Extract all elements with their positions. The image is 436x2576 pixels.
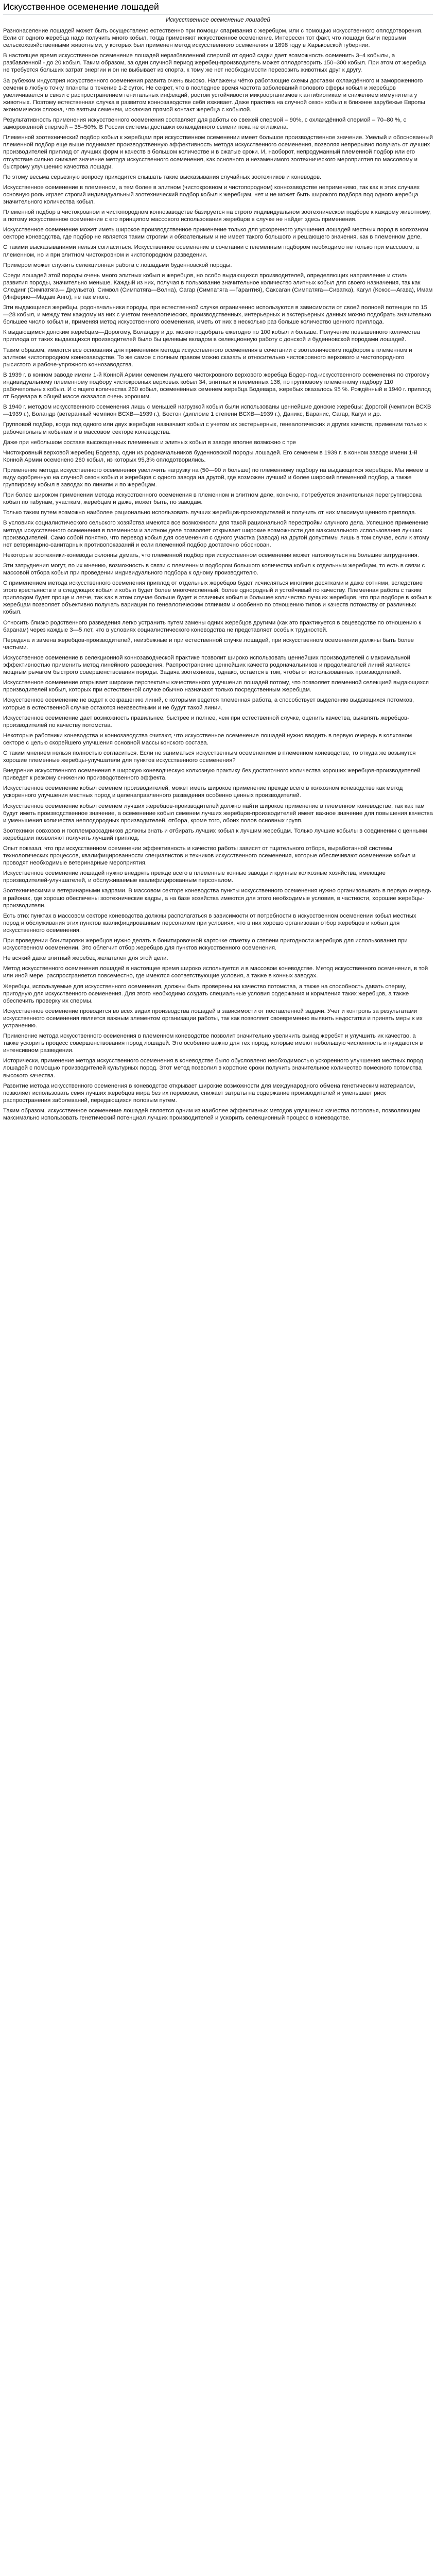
article-paragraph: По этому весьма серьезную вопросу приходится слышать такие высказывания случайных зоотехников и коневодов.: [3, 174, 322, 180]
article-paragraph: При проведении бонитировки жеребцов нужно делать в бонитировочной карточке отметку о степени пригодности жеребцов для использования при искусственном осеменении. Это облегчит отбор жеребцов для пунктов искусственного осеменения.: [3, 938, 408, 952]
article-paragraph: Племенной подбор в чистокровном и чистопородном коннозаводстве базируется на строго индивидуальном зоотехническом подборе к каждому животному, а потому искусственное осеменение с его принципом массового использования жеребцов в случке не найдет здесь применения.: [3, 209, 431, 223]
article-paragraph: За рубежом индустрия искусственного осеменения развита очень высоко. Налажены чётко работающие схемы доставки охлаждённого и замороженного семени в любую точку планеты в течение 1-2 суток. Не секрет, что в последнее время частота заболеваний полового сферы кобыл и жеребцов увеличивается в связи с распространением генитальных инфекций, ростом устойчивости микроорганизмов к антибиотикам и снижением иммунитета у животных. Поэтому естественная случка в развитом коннозаводстве себя изживает. Даже практика на случной сезон кобыл в ближнее зарубежье Европы экономически сложна, что взятым семенем, исключая прямой контакт жеребца с кобылой.: [3, 77, 425, 113]
article-paragraph: Чистокровный верховой жеребец Бодевар, один из родоначальников буденновской породы лошадей. Его семенем в 1939 г. в конном заводе имени 1-й Конной Армии осеменено 260 кобыл, из которых 95,3% оплодотворились.: [3, 449, 417, 463]
article-paragraph: Искусственное осеменение в племенном, а тем более в элитном (чистокровном и чистопородном) коннозаводстве неприменимо, так как в этих случаях основную роль играет строгий индивидуальный зоотехнический подбор кобыл к жеребцам, нет и не может быть широкого подбора под одного жеребца значительного количества кобыл.: [3, 184, 420, 205]
article-paragraph: С такими высказываниями нельзя согласиться. Искусственное осеменение в сочетании с племенным подбором необходимо не только при массовом, а племенном, но и при элитном чистокровном и чистопородном разведении.: [3, 244, 419, 258]
article-paragraph: Применение метода искусственного осеменения в племенном коневодстве позволит значительно увеличить выход жеребят и улучшить их качество, а также ускорить процесс совершенствования пород лошадей. Это особенно важно для тех пород, которые имеют небольшую численность и нуждаются в интенсивном разведении.: [3, 1033, 423, 1054]
article-paragraph: Искусственное осеменение в селекционной коннозаводческой практике позволит широко использовать ценнейших производителей с максимальной эффективностью применить метод линейного разведения. Распространение ценнейших качеств родоначальников и продолжателей линий является мощным рычагом быстрого совершенствования породы. Задача зоотехников, однако, остается в том, чтобы от использованных производителей.: [3, 654, 411, 676]
article-paragraph: С таким мнением нельзя полностью согласиться. Если не заниматься искусственным осеменением в племенном коневодстве, то откуда же возьмутся хорошие племенные жеребцы-улучшатели для пунктов искусственного осеменения?: [3, 750, 416, 764]
article-paragraph: Искусственное осеменение дает возможность правильнее, быстрее и полнее, чем при естественной случке, оценить качества, выявлять жеребцов-производителей по качеству потомства.: [3, 715, 409, 728]
article-paragraph: Относить близко родственного разведения легко устранить путем замены одних жеребцов другими (как это практикуется в овцеводстве по отношению к баранам) через каждые 3—5 лет, что в условиях социалистического коневодства не представляет особых трудностей.: [3, 619, 422, 633]
article-paragraph: Некоторые зоотехники-коневоды склонны думать, что племенной подбор при искусственном осеменении может натолкнуться на большие затруднения.: [3, 552, 419, 558]
article-paragraph: Искусственное осеменение проводится во всех видах производства лошадей в зависимости от поставленной задачи. Учет и контроль за результатами искусственного осеменения является важным элементом организации работы, так как позволяет своевременно выявить недостатки и принять меры к их устранению.: [3, 1008, 423, 1029]
article-paragraph: Некоторые работники коневодства и коннозаводства считают, что искусственное осеменение лошадей нужно вводить в первую очередь в колхозном секторе с целью скорейшего улучшения основной массы конского состава.: [3, 732, 412, 746]
article-paragraph: Примером может служить селекционная работа с лошадьми буденновской породы.: [3, 262, 232, 268]
article-paragraph: Зоотехническими и ветеринарными кадрами. В массовом секторе коневодства пункты искусственного осеменения нужно организовывать в первую очередь в районах, где хорошо обеспечены зоотехнические кадры, а на базе хозяйства имеются для этого необходимые условия, в частности, хорошие жеребцы-производители.: [3, 888, 431, 909]
article-paragraph: Опыт показал, что при искусственном осеменении эффективность и качество работы зависят от тщательного отбора, выработанной системы технологических процессов, квалифицированности специалистов и техников искусственного осеменения, которые обеспечивают осеменение кобыл и проводят необходимые ветеринарные мероприятия.: [3, 845, 416, 867]
article-paragraph: В настоящее время искусственное осеменение лошадей неразбавленной спермой от одной садки дает возможность осеменить 3–4 кобылы, а разбавленной - до 20 кобыл. Таким образом, за один случной период жеребец-производитель может оплодотворить 150–300 кобыл. При этом от жеребца не требуется больших затрат энергии и он не выбывает из спорта, к тому же нет необходимости перевозить животных друг к другу.: [3, 53, 426, 74]
article-paragraph: Искусственное осеменение не ведет к сокращению линий, с которыми ведется племенная работа, а способствует выделению выдающихся потомков, которые в естественной случке остаются неизвестными и не будут такой линии.: [3, 697, 414, 711]
article: [0, 0, 435, 1122]
article-paragraph: Групповой подбор, когда под одного или двух жеребцов назначают кобыл с учетом их экстерьерных, генеалогических и других качеств, применим только к рабочепольным кобылам и в массовом секторе коневодства.: [3, 421, 427, 435]
article-paragraph: Жеребцы, используемые для искусственного осеменения, должны быть проверены на качество потомства, а также на способность давать сперму, пригодную для искусственного осеменения. Для этого необходимо создать специальные условия содержания и кормления таких жеребцов, а также обеспечить проверку их спермы.: [3, 983, 409, 1004]
article-paragraph: Искусственное осеменение лошадей нужно внедрять прежде всего в племенные конные заводы и крупные колхозные хозяйства, имеющие производителей-улучшателей, и обслуживаемые квалифицированным персоналом.: [3, 870, 386, 884]
article-paragraph: Искусственное осеменение открывает широкие перспективы качественного улучшения лошадей потому, что позволяет племенной селекцией выдающихся производителей кобыл, которых при естественной случке обычно назначают только посредственным жеребцам.: [3, 680, 429, 693]
article-paragraph: Внедрение искусственного осеменения в широкую коневодческую колхозную практику без достаточного количества хороших жеребцов-производителей приведет к резкому снижению производственного эффекта.: [3, 768, 421, 782]
article-paragraph: Эти затруднения могут, по их мнению, возможность в связи с племенным подбором большого количества кобыл к отдельным жеребцам, то есть в связи с массовой отбора кобыл при проведении индивидуального подбора к одному производителю.: [3, 562, 425, 576]
article-paragraph: Искусственное осеменение кобыл семенем лучших жеребцов-производителей должно найти широкое применение в племенном коневодстве, так как там будут иметь производственное значение, а осеменение кобыл семенем лучших жеребцов-производителей имеет важное значение для повышения качества и уменьшения количества неплодородных производителей, отбора, кроме того, обоих полов основных групп.: [3, 803, 433, 824]
article-paragraph: Есть этих пунктах в массовом секторе коневодства должны располагаться в зависимости от потребности в искусственном осеменении кобыл местных пород и обслуживания этих пунктов квалифицированным персоналом при условиях, что в них хорошо организован отбор жеребцов и кобыл для искусственного осеменения.: [3, 912, 416, 934]
article-paragraph: При более широком применении метода искусственного осеменения в племенном и элитном деле, конечно, потребуется значительная перегруппировка кобыл по табунам, участкам, жеребцам и даже, может быть, по заводам.: [3, 492, 422, 506]
article-paragraph: Метод искусственного осеменения лошадей в настоящее время широко используется и в массовом коневодстве. Метод искусственного осеменения, в той или иной мере, распространяется повсеместно, где имеются соответствующие условия, а также в конных заводах.: [3, 965, 428, 979]
article-paragraph: Племенной зоотехнический подбор кобыл к жеребцам при искусственном осеменении имеет большое производственное значение. Умелый и обоснованный племенной подбор еще выше поднимает производственную эффективность метода искусственного осеменения, позволяя непрерывно получать от лучших производителей приплод от лучших форм и качеств в большом количестве и в сжатые сроки. И, наоборот, непродуманный племенной подбор или его отсутствие сильно снижает значение метода искусственного осеменения, как основного и незаменимого зоотехнического мероприятия по массовому и быстрому улучшению качества лошади.: [3, 134, 433, 170]
article-paragraph: Искусственное осеменение кобыл семенем производителей, может иметь широкое применение прежде всего в колхозном коневодстве как метод ускоренного улучшения местных пород и целенаправленного разведения особенно ценных производителей.: [3, 785, 403, 799]
article-body: [3, 27, 433, 1122]
article-paragraph: К выдающимся донским жеребцам—Дорогому, Боландру и др. можно подобрать ежегодно по 100 кобыл и больше. Получение повышенного количества приплода от таких выдающихся производителей было бы целевым вкладом в селекционную работу с донской и буденновской породами лошадей.: [3, 329, 420, 343]
article-paragraph: Искусственное осеменение может иметь широкое производственное применение только для ускоренного улучшения лошадей местных пород в колхозном секторе коневодства, где подбор не является таким строгим и обязательным и не имеет такого большого и решающего значения, как в племенном деле.: [3, 227, 428, 241]
article-paragraph: В 1939 г. в конном заводе имени 1-й Конной Армии семенем лучшего чистокровного верхового жеребца Бодер-под-искусственного осеменения по строгому индивидуальному племенному подбору чистокровных верховых кобыл 34, элитных и племенных 136, по групповому племенному подбору 110 рабочепольных кобыл. И с ящего количества 260 кобыл, осеменённых семенем жеребца Бодевара, жеребых оказалось 95 %. Рождённый в 1940 г. приплод от Бодевара в общей массе оказался очень хорошим.: [3, 371, 431, 400]
article-paragraph: Применение метода искусственного осеменения увеличить нагрузку на (50—90 и больше) по племенному подбору на выдающихся жеребцов. Мы имеем в виду одобренную на случной сезон кобыл и жеребцов с одного завода на другой, где возможен лучший и более широкий племенной подбор, а также группировку кобыл в заводах по линиям и по жеребцам.: [3, 467, 429, 488]
page-title: Искусственное осеменение лошадей: [3, 0, 433, 14]
article-subtitle: Искусственное осеменение лошадей: [166, 17, 270, 23]
article-paragraph: Среди лошадей этой породы очень много элитных кобыл и жеребцов, но особо выдающихся производителей, определяющих направление и стиль развития породы, значительно меньше. Каждый из них, получая в пользование значительное количество элитных кобыл для своего назначения, так как Слединг (Симпатяга— Джульета), Символ (Симпатяга—Волна), Сагар (Симпатяга —Гарантия), Саксаган (Симпатяга—Сиватка), Кагул (Кокос—Агава), Имам (Инферно—Мадам Анго), не так много.: [3, 272, 433, 300]
article-paragraph: Результативность применения искусственного осеменения составляет для работы со свежей спермой – 90%, с охлаждённой спермой – 70–80 %, с замороженной спермой – 35–50%. В России системы доставки охлаждённого семени пока не отлажена.: [3, 117, 407, 131]
article-paragraph: Эти выдающиеся жеребцы, родоначальники породы, при естественной случке ограниченно используются в зависимости от своей полноей потенции по 15—28 кобыл, и между тем каждому из них с учетом генеалогических, производственных, интерьерных и экстерьерных данных можно подобрать значительно большее число кобыл и, применяя метод искусственного осеменения, иметь от них в несколько раз больше количество ценного приплода.: [3, 304, 431, 326]
article-paragraph: Таким образом, искусственное осеменение лошадей является одним из наиболее эффективных методов улучшения качества поголовья, позволяющим максимально использовать генетический потенциал лучших производителей и ускорить селекционный процесс в коневодстве.: [3, 1107, 421, 1121]
article-paragraph: Не всякий даже элитный жеребец желателен для этой цели.: [3, 955, 168, 962]
article-paragraph: С применением метода искусственного осеменения приплод от отдельных жеребцов будет исчисляться многими десятками и даже сотнями, вследствие этого крестьянств и в следующих кобыл и кобыл будет более многочисленный, более однородный и устойчивый по качеству. Племенная работа с таким приплодом будет проще и легче, так как в этом случае больше будет и отличных кобыл и большее количество лучших жеребцов, что при подборе в кобыл к жеребцам позволяет объективно получать вариации по генеалогическим отличиям и особенно по отношению типов и качеств потомству от различных кобыл.: [3, 580, 432, 616]
article-paragraph: Только таким путем возможно наиболее рационально использовать лучших жеребцов-производителей и получить от них максимум ценного приплода.: [3, 510, 416, 516]
article-paragraph: Разнонаселение лошадей может быть осуществлено естественно при помощи спаривания с жеребцом, или с помощью искусственного оплодотворения. Если от одного жеребца надо получить много кобыл, тогда применяют искусственное осеменение. Интересен тот факт, что лошади были первыми сельскохозяйственными животными, у которых был применен метод искусственного осеменения в 1898 году в Харьковской губернии.: [3, 28, 423, 49]
article-paragraph: В условиях социалистического сельского хозяйства имеются все возможности для такой рациональной перестройки случного дела. Успешное применение метода искусственного осеменения в племенном и элитном деле позволяет открывает широкие возможности для максимального использования лучших производителей. Само собой понятно, что перевод кобыл для осеменения с одного участка (завода) на другой допустимы лишь в том случае, если к этому нет ветеринарно-санитарных противопоказаний и если племенной подбор достаточно обоснован.: [3, 520, 429, 548]
article-paragraph: Таким образом, имеются все основания для применения метода искусственного осеменения в сочетании с зоотехническим подбором в племенном и элитном чистопородном коннозаводстве. То же самое с полным правом можно сказать и относительно чистокровного верхового и чистопородного рысистого и рабоче-упряжного коннозаводства.: [3, 347, 412, 368]
article-paragraph: Зоотехники совхозов и госплемрассадников должны знать и отбирать лучших кобыл к лучшим жеребцам. Только лучшие кобылы в соединении с ценными жеребцами позволяют получить лучший приплод.: [3, 827, 427, 841]
article-paragraph: Исторически, применение метода искусственного осеменения в коневодстве было обусловлено необходимостью ускоренного улучшения местных пород лошадей с помощью производителей культурных пород. Этот метод позволил в короткие сроки получить значительное количество помесного потомства высокого качества.: [3, 1058, 423, 1079]
article-paragraph: Развитие метода искусственного осеменения в коневодстве открывает широкие возможности для международного обмена генетическим материалом, позволяет использовать семя лучших жеребцов мира без их перевозки, снижает затраты на содержание производителей и уменьшает риск распространения заболеваний, передающихся половым путем.: [3, 1082, 415, 1104]
article-paragraph: Даже при небольшом составе высокоценных племенных и элитных кобыл в заводе вполне возможно с тре: [3, 439, 297, 446]
article-paragraph: В 1940 г. методом искусственного осеменения лишь с меньшей нагрузкой кобыл были использованы ценнейшие донские жеребцы: Дорогой (чемпион ВСХВ—1939 г.), Боландр (ветеранный чемпион ВСХВ—1939 г.), Бостон (дипломе 1 степени ВСХВ—1939 г.), Даникс, Баранис, Сагар, Кагул и др.: [3, 404, 431, 418]
article-paragraph: Передача и замена жеребцов-производителей, неизбежные и при естественной случке лошадей, при искусственном осеменении должны быть более частыми.: [3, 637, 414, 651]
